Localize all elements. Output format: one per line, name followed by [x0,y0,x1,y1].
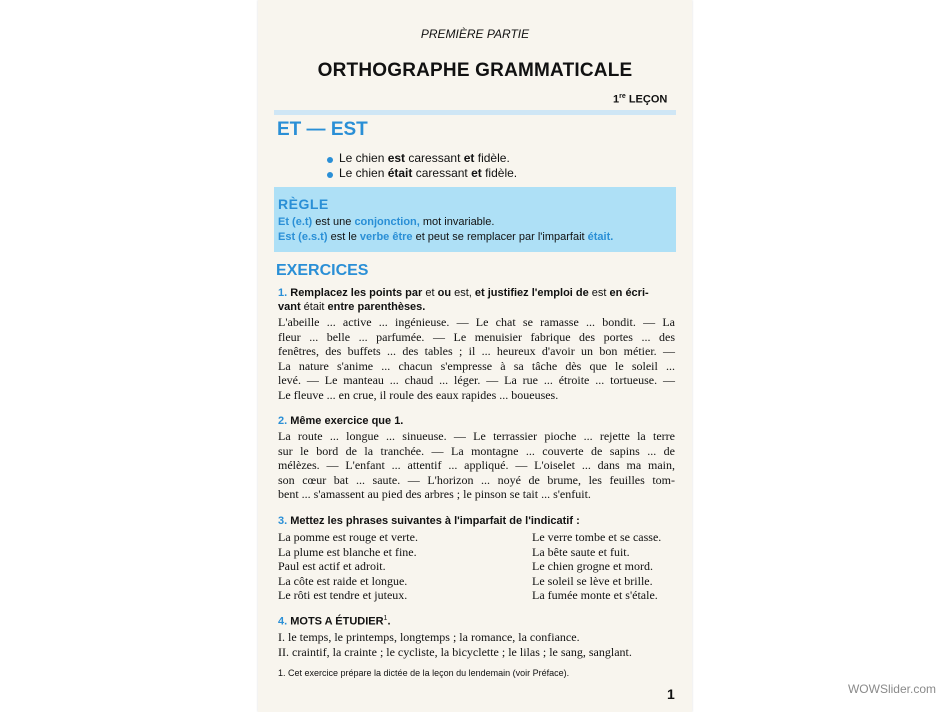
watermark: WOWSlider.com [847,682,936,696]
exercise-1-instruction: vant était entre parenthèses. [278,301,426,313]
page-number: 1 [667,686,675,702]
exercise-3-left-column: La pomme est rouge et verte. La plume est blanche et fine. Paul est actif et adroit. La côte est raide et longue. Le rôti est tendre et juteux. [278,530,418,603]
exercise-3-right-column: Le verre tombe et se casse. La bête saute et fuit. Le chien grogne et mord. Le soleil se lève et brille. La fumée monte et s'étale. [532,530,662,603]
example-sentence: Le chien était caressant et fidèle. [327,166,517,180]
exercise-3-instruction: 3. Mettez les phrases suivantes à l'imparfait de l'indicatif : [278,515,580,527]
exercise-1-instruction: 1. Remplacez les points par et ou est, et justifiez l'emploi de est en écri- [278,287,649,299]
rule-line: Et (e.t) est une conjonction, mot invariable. [278,216,495,228]
lesson-label: 1re LEÇON [613,93,668,106]
exercise-4-words: I. le temps, le printemps, longtemps ; la romance, la confiance. II. craintif, la crainte ; le cycliste, la bicyclette ; le lilas ; le sang, sanglant. [278,630,632,659]
footnote: 1. Cet exercice prépare la dictée de la leçon du lendemain (voir Préface). [278,668,570,678]
book-page [258,0,692,712]
page-title: ORTHOGRAPHE GRAMMATICALE [317,60,633,81]
exercise-1-text: L'abeille ... active ... ingénieuse. — Le chat se ramasse ... bondit. — La fleur ... belle ... parfumée. — Le menuisier fabrique des portes ... des fenêtres, des buffets ... des tables ; il ... heureux d'avoir un bon métier. — La nature s'anime ... chacun s'empresse à sa tâche dès que le soleil ... levé. — Le manteau ... chaud ... léger. — La rue ... étroite ... tortueuse. — Le fleuve ... en crue, il roule des eaux rapides ... boueuses. [278,315,675,402]
part-label: PREMIÈRE PARTIE [420,27,530,41]
bullet-icon [327,157,333,163]
exercise-2-text: La route ... longue ... sinueuse. — Le terrassier pioche ... rejette la terre sur le bord de la tranchée. — La montagne ... couverte de sapins ... de mélèzes. — L'enfant ... attentif ... appliqué. — L'oiselet ... dans ma main, son cœur bat ... saute. — L'horizon ... noyé de brume, les feuilles tom- bent ... s'amassent au pied des arbres ; le pinson se tait ... s'enfuit. [278,429,675,502]
heading-rule-bar [274,110,676,115]
rule-title: RÈGLE [278,196,329,212]
rule-line: Est (e.s.t) est le verbe être et peut se remplacer par l'imparfait était. [278,231,614,243]
exercises-heading: EXERCICES [276,262,369,279]
exercise-4-instruction: 4. MOTS A ÉTUDIER$^1$. [278,615,391,628]
exercise-2-instruction: 2. Même exercice que 1. [278,415,404,427]
example-sentence: Le chien est caressant et fidèle. [327,151,510,165]
topic-heading: ET — EST [277,119,368,140]
bullet-icon [327,172,333,178]
